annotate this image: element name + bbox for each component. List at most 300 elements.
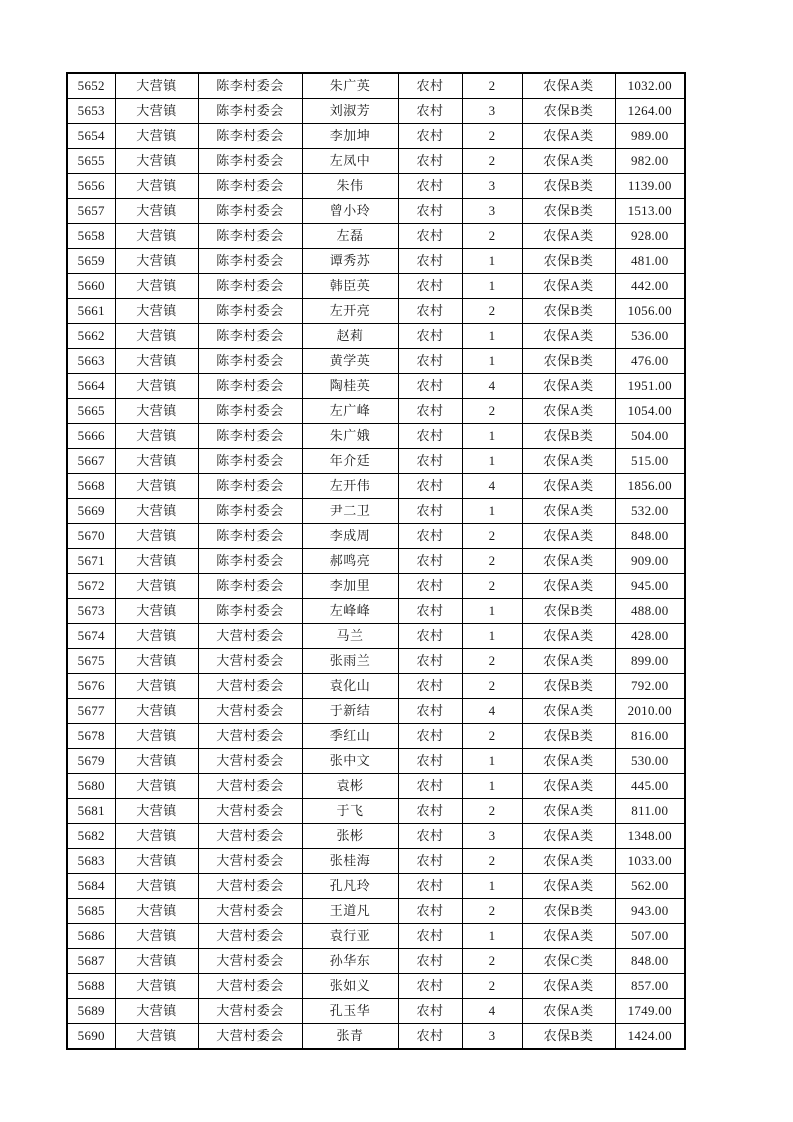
cell-household-type: 农村 xyxy=(398,774,462,799)
cell-village-committee: 大营村委会 xyxy=(198,999,302,1024)
cell-amount: 1856.00 xyxy=(615,474,685,499)
cell-village-committee: 陈李村委会 xyxy=(198,549,302,574)
cell-town: 大营镇 xyxy=(115,774,198,799)
cell-household-type: 农村 xyxy=(398,324,462,349)
cell-village-committee: 陈李村委会 xyxy=(198,499,302,524)
cell-serial-number: 5685 xyxy=(67,899,115,924)
table-row xyxy=(67,899,685,924)
cell-person-name: 左开伟 xyxy=(302,474,398,499)
cell-serial-number: 5668 xyxy=(67,474,115,499)
cell-village-committee: 陈李村委会 xyxy=(198,149,302,174)
cell-person-name: 左广峰 xyxy=(302,399,398,424)
table-row xyxy=(67,674,685,699)
cell-person-count: 1 xyxy=(462,274,522,299)
table-row xyxy=(67,324,685,349)
cell-person-name: 陶桂英 xyxy=(302,374,398,399)
cell-amount: 1033.00 xyxy=(615,849,685,874)
cell-town: 大营镇 xyxy=(115,324,198,349)
cell-household-type: 农村 xyxy=(398,449,462,474)
cell-village-committee: 大营村委会 xyxy=(198,674,302,699)
cell-village-committee: 大营村委会 xyxy=(198,749,302,774)
cell-amount: 515.00 xyxy=(615,449,685,474)
cell-town: 大营镇 xyxy=(115,424,198,449)
cell-person-count: 2 xyxy=(462,674,522,699)
cell-person-count: 2 xyxy=(462,649,522,674)
cell-insurance-class: 农保B类 xyxy=(522,199,615,224)
cell-insurance-class: 农保B类 xyxy=(522,174,615,199)
table-row xyxy=(67,524,685,549)
cell-insurance-class: 农保A类 xyxy=(522,449,615,474)
cell-person-count: 1 xyxy=(462,499,522,524)
cell-household-type: 农村 xyxy=(398,699,462,724)
cell-person-name: 刘淑芳 xyxy=(302,99,398,124)
cell-person-name: 张中文 xyxy=(302,749,398,774)
cell-town: 大营镇 xyxy=(115,749,198,774)
table-row xyxy=(67,774,685,799)
table-row xyxy=(67,624,685,649)
table-row xyxy=(67,574,685,599)
cell-person-count: 3 xyxy=(462,1024,522,1050)
cell-town: 大营镇 xyxy=(115,299,198,324)
table-row xyxy=(67,149,685,174)
cell-person-count: 1 xyxy=(462,449,522,474)
cell-person-name: 张雨兰 xyxy=(302,649,398,674)
cell-serial-number: 5683 xyxy=(67,849,115,874)
cell-insurance-class: 农保A类 xyxy=(522,149,615,174)
cell-household-type: 农村 xyxy=(398,73,462,99)
cell-serial-number: 5655 xyxy=(67,149,115,174)
cell-town: 大营镇 xyxy=(115,1024,198,1050)
cell-town: 大营镇 xyxy=(115,274,198,299)
cell-person-name: 李加坤 xyxy=(302,124,398,149)
cell-amount: 1056.00 xyxy=(615,299,685,324)
cell-serial-number: 5686 xyxy=(67,924,115,949)
cell-serial-number: 5663 xyxy=(67,349,115,374)
cell-household-type: 农村 xyxy=(398,99,462,124)
cell-town: 大营镇 xyxy=(115,399,198,424)
cell-household-type: 农村 xyxy=(398,299,462,324)
cell-serial-number: 5665 xyxy=(67,399,115,424)
cell-insurance-class: 农保A类 xyxy=(522,499,615,524)
table-row xyxy=(67,499,685,524)
cell-household-type: 农村 xyxy=(398,649,462,674)
cell-person-name: 张桂海 xyxy=(302,849,398,874)
cell-village-committee: 陈李村委会 xyxy=(198,524,302,549)
cell-person-name: 黄学英 xyxy=(302,349,398,374)
cell-amount: 504.00 xyxy=(615,424,685,449)
cell-household-type: 农村 xyxy=(398,274,462,299)
cell-serial-number: 5674 xyxy=(67,624,115,649)
cell-town: 大营镇 xyxy=(115,249,198,274)
cell-village-committee: 大营村委会 xyxy=(198,699,302,724)
cell-person-count: 2 xyxy=(462,149,522,174)
cell-serial-number: 5652 xyxy=(67,73,115,99)
cell-amount: 848.00 xyxy=(615,949,685,974)
cell-amount: 1264.00 xyxy=(615,99,685,124)
cell-person-count: 2 xyxy=(462,124,522,149)
cell-person-name: 朱广娥 xyxy=(302,424,398,449)
cell-insurance-class: 农保A类 xyxy=(522,849,615,874)
cell-town: 大营镇 xyxy=(115,574,198,599)
cell-amount: 982.00 xyxy=(615,149,685,174)
cell-amount: 1348.00 xyxy=(615,824,685,849)
cell-person-count: 1 xyxy=(462,774,522,799)
cell-person-name: 张如义 xyxy=(302,974,398,999)
cell-amount: 848.00 xyxy=(615,524,685,549)
cell-village-committee: 大营村委会 xyxy=(198,774,302,799)
cell-village-committee: 大营村委会 xyxy=(198,924,302,949)
cell-insurance-class: 农保A类 xyxy=(522,474,615,499)
table-row xyxy=(67,849,685,874)
cell-insurance-class: 农保A类 xyxy=(522,73,615,99)
cell-insurance-class: 农保A类 xyxy=(522,124,615,149)
cell-insurance-class: 农保A类 xyxy=(522,774,615,799)
cell-town: 大营镇 xyxy=(115,499,198,524)
cell-serial-number: 5670 xyxy=(67,524,115,549)
cell-village-committee: 陈李村委会 xyxy=(198,224,302,249)
table-row xyxy=(67,1024,685,1050)
cell-amount: 536.00 xyxy=(615,324,685,349)
cell-household-type: 农村 xyxy=(398,599,462,624)
cell-town: 大营镇 xyxy=(115,899,198,924)
cell-village-committee: 陈李村委会 xyxy=(198,324,302,349)
cell-serial-number: 5671 xyxy=(67,549,115,574)
cell-town: 大营镇 xyxy=(115,174,198,199)
cell-insurance-class: 农保B类 xyxy=(522,349,615,374)
cell-household-type: 农村 xyxy=(398,474,462,499)
cell-person-name: 朱伟 xyxy=(302,174,398,199)
cell-serial-number: 5687 xyxy=(67,949,115,974)
cell-person-name: 左磊 xyxy=(302,224,398,249)
cell-person-count: 2 xyxy=(462,974,522,999)
cell-insurance-class: 农保A类 xyxy=(522,924,615,949)
cell-amount: 899.00 xyxy=(615,649,685,674)
cell-serial-number: 5661 xyxy=(67,299,115,324)
cell-amount: 792.00 xyxy=(615,674,685,699)
cell-amount: 507.00 xyxy=(615,924,685,949)
cell-insurance-class: 农保A类 xyxy=(522,974,615,999)
cell-town: 大营镇 xyxy=(115,524,198,549)
cell-person-count: 1 xyxy=(462,599,522,624)
cell-household-type: 农村 xyxy=(398,874,462,899)
cell-town: 大营镇 xyxy=(115,974,198,999)
cell-household-type: 农村 xyxy=(398,749,462,774)
cell-insurance-class: 农保A类 xyxy=(522,624,615,649)
table-row xyxy=(67,649,685,674)
cell-amount: 1951.00 xyxy=(615,374,685,399)
cell-household-type: 农村 xyxy=(398,724,462,749)
cell-person-name: 马兰 xyxy=(302,624,398,649)
cell-person-count: 2 xyxy=(462,899,522,924)
cell-person-name: 孔凡玲 xyxy=(302,874,398,899)
cell-village-committee: 大营村委会 xyxy=(198,624,302,649)
cell-serial-number: 5682 xyxy=(67,824,115,849)
table-row xyxy=(67,274,685,299)
cell-insurance-class: 农保A类 xyxy=(522,574,615,599)
cell-village-committee: 大营村委会 xyxy=(198,724,302,749)
cell-person-count: 3 xyxy=(462,824,522,849)
cell-village-committee: 陈李村委会 xyxy=(198,124,302,149)
cell-amount: 428.00 xyxy=(615,624,685,649)
cell-amount: 816.00 xyxy=(615,724,685,749)
cell-household-type: 农村 xyxy=(398,249,462,274)
cell-household-type: 农村 xyxy=(398,624,462,649)
cell-village-committee: 大营村委会 xyxy=(198,849,302,874)
cell-insurance-class: 农保A类 xyxy=(522,999,615,1024)
table-row xyxy=(67,949,685,974)
table-row xyxy=(67,99,685,124)
cell-town: 大营镇 xyxy=(115,724,198,749)
cell-serial-number: 5669 xyxy=(67,499,115,524)
table-row xyxy=(67,449,685,474)
cell-person-name: 袁行亚 xyxy=(302,924,398,949)
cell-serial-number: 5659 xyxy=(67,249,115,274)
cell-village-committee: 大营村委会 xyxy=(198,874,302,899)
cell-amount: 1032.00 xyxy=(615,73,685,99)
cell-person-name: 于新结 xyxy=(302,699,398,724)
cell-serial-number: 5680 xyxy=(67,774,115,799)
cell-town: 大营镇 xyxy=(115,799,198,824)
cell-person-count: 2 xyxy=(462,73,522,99)
cell-serial-number: 5677 xyxy=(67,699,115,724)
cell-person-count: 1 xyxy=(462,349,522,374)
cell-insurance-class: 农保A类 xyxy=(522,374,615,399)
cell-village-committee: 陈李村委会 xyxy=(198,449,302,474)
cell-person-name: 左凤中 xyxy=(302,149,398,174)
cell-person-count: 3 xyxy=(462,99,522,124)
cell-amount: 811.00 xyxy=(615,799,685,824)
cell-serial-number: 5658 xyxy=(67,224,115,249)
cell-amount: 488.00 xyxy=(615,599,685,624)
table-row xyxy=(67,999,685,1024)
cell-person-count: 1 xyxy=(462,249,522,274)
cell-amount: 928.00 xyxy=(615,224,685,249)
cell-insurance-class: 农保B类 xyxy=(522,299,615,324)
cell-person-count: 1 xyxy=(462,924,522,949)
cell-insurance-class: 农保C类 xyxy=(522,949,615,974)
table-row xyxy=(67,824,685,849)
cell-town: 大营镇 xyxy=(115,549,198,574)
cell-village-committee: 陈李村委会 xyxy=(198,174,302,199)
cell-person-count: 2 xyxy=(462,849,522,874)
table-row xyxy=(67,974,685,999)
cell-insurance-class: 农保A类 xyxy=(522,549,615,574)
cell-person-count: 1 xyxy=(462,874,522,899)
cell-insurance-class: 农保B类 xyxy=(522,99,615,124)
cell-person-count: 2 xyxy=(462,224,522,249)
cell-serial-number: 5684 xyxy=(67,874,115,899)
table-row xyxy=(67,224,685,249)
cell-household-type: 农村 xyxy=(398,899,462,924)
table-row xyxy=(67,474,685,499)
cell-household-type: 农村 xyxy=(398,399,462,424)
cell-person-name: 郝鸣亮 xyxy=(302,549,398,574)
cell-person-name: 于飞 xyxy=(302,799,398,824)
cell-insurance-class: 农保A类 xyxy=(522,324,615,349)
table-row xyxy=(67,174,685,199)
cell-town: 大营镇 xyxy=(115,849,198,874)
cell-household-type: 农村 xyxy=(398,224,462,249)
cell-village-committee: 大营村委会 xyxy=(198,974,302,999)
cell-amount: 481.00 xyxy=(615,249,685,274)
table-row xyxy=(67,249,685,274)
cell-person-count: 1 xyxy=(462,424,522,449)
table-row xyxy=(67,399,685,424)
table-row xyxy=(67,724,685,749)
cell-household-type: 农村 xyxy=(398,499,462,524)
cell-village-committee: 陈李村委会 xyxy=(198,199,302,224)
cell-town: 大营镇 xyxy=(115,949,198,974)
cell-town: 大营镇 xyxy=(115,699,198,724)
cell-person-count: 2 xyxy=(462,299,522,324)
cell-household-type: 农村 xyxy=(398,574,462,599)
cell-village-committee: 陈李村委会 xyxy=(198,374,302,399)
cell-insurance-class: 农保A类 xyxy=(522,799,615,824)
cell-person-name: 袁彬 xyxy=(302,774,398,799)
cell-person-count: 4 xyxy=(462,474,522,499)
cell-household-type: 农村 xyxy=(398,349,462,374)
cell-serial-number: 5676 xyxy=(67,674,115,699)
cell-person-count: 4 xyxy=(462,699,522,724)
cell-person-count: 4 xyxy=(462,999,522,1024)
cell-village-committee: 陈李村委会 xyxy=(198,274,302,299)
cell-insurance-class: 农保B类 xyxy=(522,899,615,924)
cell-village-committee: 陈李村委会 xyxy=(198,73,302,99)
cell-village-committee: 大营村委会 xyxy=(198,899,302,924)
cell-person-count: 2 xyxy=(462,949,522,974)
cell-amount: 532.00 xyxy=(615,499,685,524)
cell-person-count: 1 xyxy=(462,749,522,774)
cell-insurance-class: 农保A类 xyxy=(522,874,615,899)
cell-insurance-class: 农保B类 xyxy=(522,674,615,699)
cell-household-type: 农村 xyxy=(398,174,462,199)
cell-insurance-class: 农保B类 xyxy=(522,1024,615,1050)
cell-household-type: 农村 xyxy=(398,424,462,449)
cell-village-committee: 陈李村委会 xyxy=(198,99,302,124)
cell-town: 大营镇 xyxy=(115,474,198,499)
table-row xyxy=(67,749,685,774)
cell-village-committee: 陈李村委会 xyxy=(198,424,302,449)
cell-insurance-class: 农保A类 xyxy=(522,699,615,724)
cell-insurance-class: 农保A类 xyxy=(522,824,615,849)
cell-town: 大营镇 xyxy=(115,349,198,374)
cell-village-committee: 大营村委会 xyxy=(198,949,302,974)
cell-village-committee: 陈李村委会 xyxy=(198,599,302,624)
cell-person-count: 2 xyxy=(462,574,522,599)
cell-serial-number: 5672 xyxy=(67,574,115,599)
cell-household-type: 农村 xyxy=(398,524,462,549)
cell-town: 大营镇 xyxy=(115,124,198,149)
cell-person-name: 张彬 xyxy=(302,824,398,849)
cell-serial-number: 5660 xyxy=(67,274,115,299)
cell-person-name: 曾小玲 xyxy=(302,199,398,224)
cell-household-type: 农村 xyxy=(398,199,462,224)
cell-serial-number: 5675 xyxy=(67,649,115,674)
cell-insurance-class: 农保A类 xyxy=(522,399,615,424)
cell-household-type: 农村 xyxy=(398,124,462,149)
cell-amount: 857.00 xyxy=(615,974,685,999)
table-row xyxy=(67,299,685,324)
cell-person-name: 左开亮 xyxy=(302,299,398,324)
cell-person-name: 韩臣英 xyxy=(302,274,398,299)
cell-serial-number: 5689 xyxy=(67,999,115,1024)
table-row xyxy=(67,699,685,724)
cell-person-count: 2 xyxy=(462,399,522,424)
table-row xyxy=(67,349,685,374)
cell-village-committee: 陈李村委会 xyxy=(198,299,302,324)
cell-insurance-class: 农保A类 xyxy=(522,524,615,549)
cell-village-committee: 大营村委会 xyxy=(198,824,302,849)
cell-amount: 442.00 xyxy=(615,274,685,299)
cell-town: 大营镇 xyxy=(115,374,198,399)
cell-serial-number: 5690 xyxy=(67,1024,115,1050)
cell-serial-number: 5667 xyxy=(67,449,115,474)
cell-amount: 1424.00 xyxy=(615,1024,685,1050)
cell-town: 大营镇 xyxy=(115,924,198,949)
cell-household-type: 农村 xyxy=(398,1024,462,1050)
cell-person-count: 1 xyxy=(462,324,522,349)
cell-amount: 945.00 xyxy=(615,574,685,599)
cell-person-name: 左峰峰 xyxy=(302,599,398,624)
cell-amount: 989.00 xyxy=(615,124,685,149)
table-body xyxy=(67,73,685,1049)
cell-insurance-class: 农保B类 xyxy=(522,424,615,449)
cell-town: 大营镇 xyxy=(115,999,198,1024)
cell-amount: 2010.00 xyxy=(615,699,685,724)
cell-amount: 530.00 xyxy=(615,749,685,774)
cell-town: 大营镇 xyxy=(115,624,198,649)
cell-household-type: 农村 xyxy=(398,549,462,574)
cell-household-type: 农村 xyxy=(398,924,462,949)
cell-person-count: 1 xyxy=(462,624,522,649)
cell-person-name: 张青 xyxy=(302,1024,398,1050)
cell-village-committee: 陈李村委会 xyxy=(198,249,302,274)
cell-amount: 445.00 xyxy=(615,774,685,799)
table-row xyxy=(67,874,685,899)
cell-person-name: 朱广英 xyxy=(302,73,398,99)
cell-village-committee: 大营村委会 xyxy=(198,1024,302,1050)
cell-household-type: 农村 xyxy=(398,999,462,1024)
cell-amount: 1054.00 xyxy=(615,399,685,424)
cell-town: 大营镇 xyxy=(115,599,198,624)
cell-person-name: 孔玉华 xyxy=(302,999,398,1024)
cell-insurance-class: 农保A类 xyxy=(522,749,615,774)
cell-village-committee: 陈李村委会 xyxy=(198,574,302,599)
cell-person-count: 3 xyxy=(462,199,522,224)
cell-serial-number: 5653 xyxy=(67,99,115,124)
payment-table xyxy=(66,72,686,1050)
table-row xyxy=(67,199,685,224)
cell-person-name: 年介廷 xyxy=(302,449,398,474)
cell-amount: 1139.00 xyxy=(615,174,685,199)
table-row xyxy=(67,424,685,449)
cell-town: 大营镇 xyxy=(115,824,198,849)
cell-serial-number: 5664 xyxy=(67,374,115,399)
cell-amount: 562.00 xyxy=(615,874,685,899)
cell-village-committee: 大营村委会 xyxy=(198,799,302,824)
cell-person-count: 2 xyxy=(462,549,522,574)
cell-town: 大营镇 xyxy=(115,449,198,474)
cell-serial-number: 5654 xyxy=(67,124,115,149)
table-row xyxy=(67,374,685,399)
cell-town: 大营镇 xyxy=(115,649,198,674)
cell-person-name: 袁化山 xyxy=(302,674,398,699)
cell-person-name: 李成周 xyxy=(302,524,398,549)
cell-person-count: 2 xyxy=(462,799,522,824)
cell-amount: 476.00 xyxy=(615,349,685,374)
cell-town: 大营镇 xyxy=(115,199,198,224)
cell-person-name: 赵莉 xyxy=(302,324,398,349)
